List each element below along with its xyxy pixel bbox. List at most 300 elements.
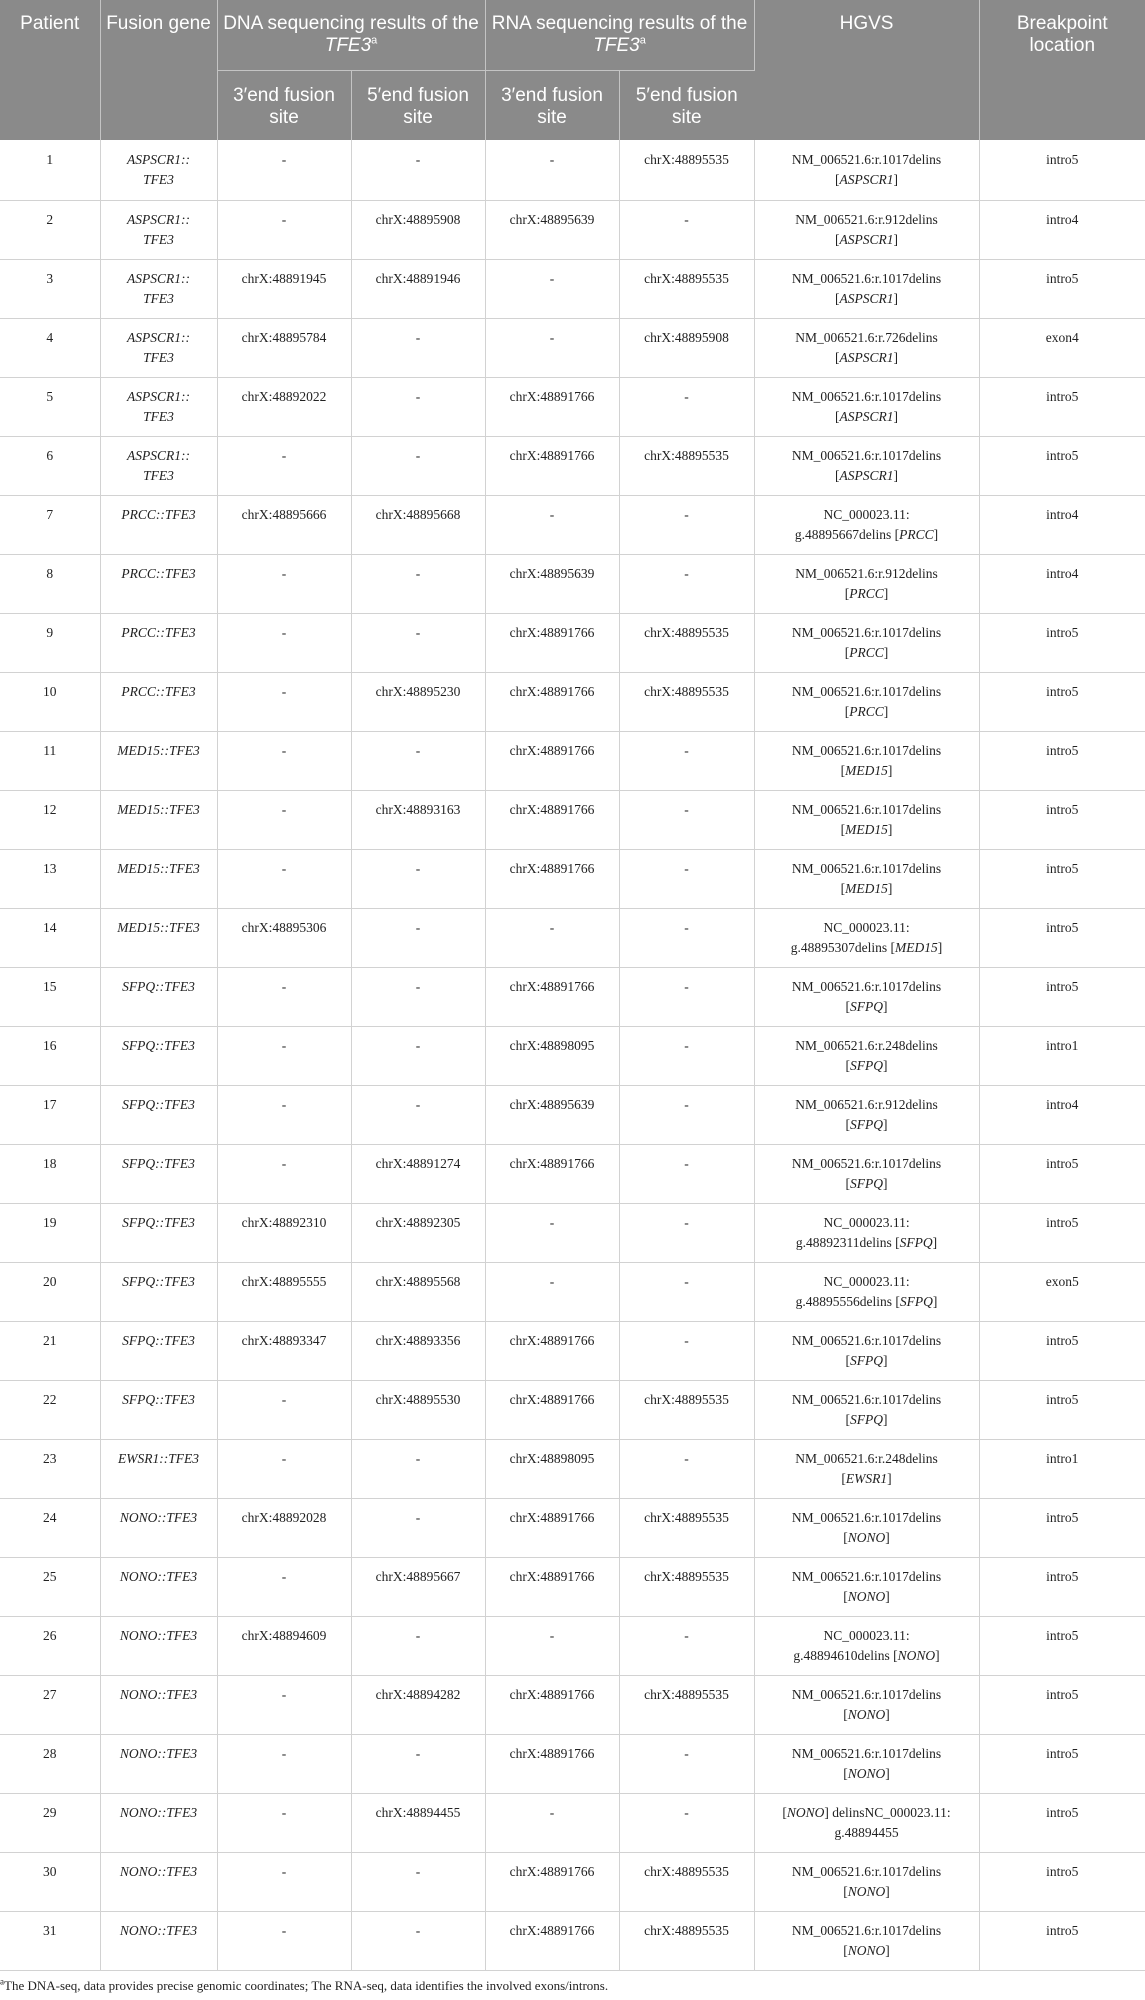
cell-patient: 29 — [0, 1793, 100, 1852]
hgvs-gene: SFPQ — [850, 1352, 884, 1368]
hgvs-line-2: [ — [835, 172, 840, 187]
hgvs-close: ] — [883, 1352, 888, 1368]
hgvs-line-2: g.48892311delins [ — [795, 1234, 900, 1250]
cell-rna-5end: chrX:48895535 — [619, 1911, 754, 1970]
cell-rna-3end: chrX:48891766 — [485, 436, 619, 495]
cell-fusion-gene — [100, 1616, 217, 1675]
cell-dna-3end: - — [217, 849, 351, 908]
cell-patient: 27 — [0, 1675, 100, 1734]
hgvs-close: ] — [887, 821, 893, 837]
cell-rna-5end: chrX:48895535 — [619, 1380, 754, 1439]
cell-dna-5end: chrX:48895908 — [351, 200, 485, 259]
hgvs-line-1: ] delinsNC_000023.11: — [824, 1804, 951, 1820]
cell-breakpoint: intro5 — [979, 1203, 1145, 1262]
cell-dna-5end: - — [351, 908, 485, 967]
hgvs-line-2: [ — [843, 1588, 848, 1604]
cell-fusion-gene — [100, 613, 217, 672]
hgvs-gene: EWSR1 — [845, 1470, 888, 1486]
cell-fusion-gene — [100, 1793, 217, 1852]
hgvs-line-1: NM_006521.6:r.912delins — [795, 565, 938, 581]
cell-fusion-gene — [100, 1262, 217, 1321]
hgvs-line-1: NM_006521.6:r.1017delins — [791, 1745, 942, 1761]
cell-breakpoint: intro5 — [979, 377, 1145, 436]
cell-dna-3end: - — [217, 967, 351, 1026]
cell-breakpoint: intro5 — [979, 1557, 1145, 1616]
table-row — [0, 1321, 1145, 1380]
cell-patient: 4 — [0, 318, 100, 377]
cell-dna-3end: chrX:48895555 — [217, 1262, 351, 1321]
cell-rna-3end: chrX:48898095 — [485, 1026, 619, 1085]
cell-fusion-gene — [100, 908, 217, 967]
cell-fusion-gene — [100, 1144, 217, 1203]
cell-rna-3end: chrX:48891766 — [485, 1498, 619, 1557]
cell-dna-5end: - — [351, 377, 485, 436]
cell-dna-3end: - — [217, 1026, 351, 1085]
cell-rna-3end: chrX:48895639 — [485, 200, 619, 259]
cell-rna-5end: - — [619, 1144, 754, 1203]
table-row — [0, 790, 1145, 849]
cell-hgvs — [754, 1852, 979, 1911]
cell-patient: 30 — [0, 1852, 100, 1911]
cell-hgvs — [754, 967, 979, 1026]
cell-dna-5end: chrX:48895568 — [351, 1262, 485, 1321]
cell-fusion-gene — [100, 1498, 217, 1557]
cell-rna-3end: chrX:48891766 — [485, 1852, 619, 1911]
cell-patient: 9 — [0, 613, 100, 672]
hgvs-gene: PRCC — [849, 585, 884, 601]
table-row — [0, 1793, 1145, 1852]
hgvs-gene: NONO — [786, 1804, 825, 1820]
hgvs-line-1: NC_000023.11: — [823, 1627, 910, 1643]
cell-dna-5end: chrX:48895668 — [351, 495, 485, 554]
cell-dna-5end: - — [351, 613, 485, 672]
cell-rna-5end: - — [619, 1793, 754, 1852]
hgvs-gene: ASPSCR1 — [839, 467, 894, 483]
hgvs-close: ] — [885, 1706, 890, 1722]
cell-dna-5end: chrX:48893356 — [351, 1321, 485, 1380]
hgvs-line-2: g.48895307delins [ — [790, 939, 896, 955]
cell-fusion-gene — [100, 259, 217, 318]
hgvs-line-2: [ — [845, 1116, 851, 1132]
table-row — [0, 495, 1145, 554]
cell-rna-3end: chrX:48891766 — [485, 967, 619, 1026]
fusion-gene-part-a: NONO::TFE3 — [119, 1863, 198, 1879]
fusion-gene-part-a: ASPSCR1:: — [127, 447, 190, 463]
table-row — [0, 554, 1145, 613]
cell-hgvs — [754, 908, 979, 967]
hgvs-gene: SFPQ — [850, 1116, 884, 1132]
fusion-gene-part-a: NONO::TFE3 — [119, 1568, 198, 1584]
table-body — [0, 140, 1145, 1970]
cell-rna-5end: - — [619, 377, 754, 436]
fusion-gene-part-a: SFPQ::TFE3 — [122, 1155, 195, 1171]
fusion-gene-part-a: SFPQ::TFE3 — [122, 1214, 195, 1230]
header-fusion-gene: Fusion gene — [100, 0, 217, 140]
cell-dna-5end: chrX:48891946 — [351, 259, 485, 318]
cell-dna-5end: - — [351, 1734, 485, 1793]
fusion-gene-part-a: ASPSCR1:: — [127, 329, 190, 345]
hgvs-gene: MED15 — [895, 939, 938, 955]
hgvs-gene: SFPQ — [850, 1175, 884, 1191]
hgvs-line-1: NM_006521.6:r.1017delins — [791, 683, 942, 699]
hgvs-close: ] — [885, 1588, 890, 1604]
header-dna-3end: 3′end fusion site — [217, 70, 351, 140]
table-row — [0, 672, 1145, 731]
fusion-gene-part-a: ASPSCR1:: — [127, 152, 190, 167]
cell-rna-5end: - — [619, 1085, 754, 1144]
cell-hgvs — [754, 1557, 979, 1616]
table-row — [0, 613, 1145, 672]
cell-rna-5end: - — [619, 554, 754, 613]
hgvs-gene: SFPQ — [850, 1057, 884, 1073]
hgvs-line-2: g.48894455 — [834, 1824, 899, 1840]
hgvs-close: ] — [932, 1234, 938, 1250]
header-rna-sequencing — [485, 0, 754, 70]
cell-dna-3end: - — [217, 1793, 351, 1852]
cell-rna-3end: - — [485, 140, 619, 200]
hgvs-line-1: NM_006521.6:r.1017delins — [791, 978, 942, 994]
cell-rna-3end: chrX:48891766 — [485, 1557, 619, 1616]
fusion-gene-part-b: TFE3 — [143, 408, 174, 424]
cell-fusion-gene — [100, 1911, 217, 1970]
header-dna-gene: TFE3 — [324, 35, 372, 56]
fusion-gene-part-a: MED15::TFE3 — [117, 860, 200, 876]
table-row — [0, 1557, 1145, 1616]
cell-breakpoint: intro5 — [979, 1675, 1145, 1734]
hgvs-gene: MED15 — [845, 880, 888, 896]
cell-rna-3end: - — [485, 1262, 619, 1321]
hgvs-line-2: [ — [843, 1706, 848, 1722]
table-row — [0, 1616, 1145, 1675]
cell-breakpoint: intro1 — [979, 1439, 1145, 1498]
hgvs-line-2: [ — [843, 1942, 848, 1958]
hgvs-close: ] — [893, 349, 899, 365]
hgvs-gene: NONO — [847, 1942, 886, 1958]
fusion-gene-part-a: SFPQ::TFE3 — [122, 1037, 195, 1053]
cell-dna-3end: - — [217, 1144, 351, 1203]
table-row — [0, 1675, 1145, 1734]
cell-patient: 25 — [0, 1557, 100, 1616]
hgvs-gene: PRCC — [899, 526, 934, 542]
cell-hgvs — [754, 731, 979, 790]
cell-fusion-gene — [100, 1321, 217, 1380]
table-row — [0, 1734, 1145, 1793]
cell-hgvs — [754, 1380, 979, 1439]
cell-dna-3end: - — [217, 140, 351, 200]
cell-fusion-gene — [100, 1734, 217, 1793]
hgvs-line-1: NM_006521.6:r.248delins — [795, 1450, 938, 1466]
hgvs-line-2: [ — [841, 1470, 846, 1486]
cell-rna-3end: chrX:48891766 — [485, 672, 619, 731]
footnote-mark: a — [0, 1976, 4, 1987]
cell-hgvs — [754, 554, 979, 613]
cell-breakpoint: intro5 — [979, 731, 1145, 790]
table-row — [0, 1498, 1145, 1557]
cell-patient: 11 — [0, 731, 100, 790]
cell-rna-3end: chrX:48891766 — [485, 731, 619, 790]
fusion-gene-part-a: PRCC::TFE3 — [121, 624, 196, 640]
hgvs-close: ] — [883, 1057, 888, 1073]
cell-dna-5end: chrX:48893163 — [351, 790, 485, 849]
table-row — [0, 731, 1145, 790]
hgvs-line-1: NM_006521.6:r.1017delins — [791, 1863, 942, 1879]
hgvs-line-1: NM_006521.6:r.726delins — [795, 329, 938, 345]
hgvs-line-2: g.48895667delins [ — [794, 526, 900, 542]
hgvs-line-1: NM_006521.6:r.1017delins — [791, 801, 942, 817]
table-row — [0, 849, 1145, 908]
fusion-gene-part-a: SFPQ::TFE3 — [122, 1332, 195, 1348]
hgvs-line-1: NM_006521.6:r.1017delins — [791, 1686, 942, 1702]
cell-dna-5end: - — [351, 1085, 485, 1144]
cell-patient: 15 — [0, 967, 100, 1026]
cell-breakpoint: intro5 — [979, 1321, 1145, 1380]
hgvs-line-1: NM_006521.6:r.1017delins — [791, 1568, 942, 1584]
hgvs-gene: NONO — [847, 1529, 886, 1545]
hgvs-gene: SFPQ — [850, 998, 884, 1014]
cell-dna-5end: - — [351, 140, 485, 200]
header-hgvs: HGVS — [754, 0, 979, 140]
table-row — [0, 1262, 1145, 1321]
cell-breakpoint: intro4 — [979, 200, 1145, 259]
hgvs-gene: PRCC — [849, 644, 884, 660]
cell-patient: 13 — [0, 849, 100, 908]
hgvs-line-1: NM_006521.6:r.1017delins — [791, 624, 942, 640]
cell-dna-3end: chrX:48895784 — [217, 318, 351, 377]
hgvs-close: ] — [932, 1293, 938, 1309]
hgvs-close: ] — [883, 998, 888, 1014]
fusion-gene-part-a: NONO::TFE3 — [119, 1627, 198, 1643]
hgvs-line-1: NM_006521.6:r.1017delins — [791, 388, 942, 404]
hgvs-gene: ASPSCR1 — [839, 349, 894, 365]
table-footnote — [0, 1977, 1145, 1995]
header-dna-text: DNA sequencing results of the — [223, 13, 479, 34]
cell-fusion-gene — [100, 790, 217, 849]
hgvs-gene: ASPSCR1 — [839, 408, 894, 424]
cell-breakpoint: intro5 — [979, 967, 1145, 1026]
table-row — [0, 1439, 1145, 1498]
cell-rna-5end: - — [619, 495, 754, 554]
cell-hgvs — [754, 1675, 979, 1734]
hgvs-close: ] — [887, 1470, 892, 1486]
fusion-gene-part-b: TFE3 — [143, 290, 174, 306]
cell-rna-5end: - — [619, 1262, 754, 1321]
table-row — [0, 1911, 1145, 1970]
cell-breakpoint: intro5 — [979, 259, 1145, 318]
cell-dna-5end: chrX:48892305 — [351, 1203, 485, 1262]
cell-dna-3end: - — [217, 672, 351, 731]
cell-dna-5end: - — [351, 1439, 485, 1498]
cell-breakpoint: intro5 — [979, 1793, 1145, 1852]
fusion-gene-part-a: SFPQ::TFE3 — [122, 978, 195, 994]
cell-patient: 22 — [0, 1380, 100, 1439]
cell-dna-5end: - — [351, 1616, 485, 1675]
hgvs-close: ] — [887, 762, 893, 778]
fusion-gene-part-a: PRCC::TFE3 — [121, 683, 196, 699]
hgvs-close: ] — [883, 1175, 888, 1191]
hgvs-close: ] — [937, 939, 943, 955]
hgvs-close: ] — [883, 585, 889, 601]
hgvs-line-2: [ — [844, 585, 850, 601]
hgvs-close: ] — [883, 644, 889, 660]
hgvs-gene: NONO — [847, 1706, 886, 1722]
header-dna-sequencing — [217, 0, 485, 70]
hgvs-close: ] — [885, 1765, 890, 1781]
hgvs-gene: NONO — [847, 1588, 886, 1604]
cell-fusion-gene — [100, 495, 217, 554]
hgvs-gene: NONO — [897, 1647, 936, 1663]
cell-hgvs — [754, 140, 979, 200]
cell-fusion-gene — [100, 436, 217, 495]
cell-dna-5end: chrX:48895230 — [351, 672, 485, 731]
cell-fusion-gene — [100, 1085, 217, 1144]
cell-dna-3end: - — [217, 790, 351, 849]
cell-patient: 8 — [0, 554, 100, 613]
header-rna-5end: 5′end fusion site — [619, 70, 754, 140]
cell-patient: 5 — [0, 377, 100, 436]
cell-rna-5end: chrX:48895535 — [619, 140, 754, 200]
cell-rna-5end: chrX:48895908 — [619, 318, 754, 377]
cell-dna-3end: - — [217, 200, 351, 259]
cell-rna-5end: - — [619, 849, 754, 908]
cell-dna-5end: chrX:48895530 — [351, 1380, 485, 1439]
cell-dna-5end: - — [351, 554, 485, 613]
cell-rna-5end: chrX:48895535 — [619, 1557, 754, 1616]
cell-rna-5end: - — [619, 1203, 754, 1262]
cell-rna-3end: chrX:48891766 — [485, 1380, 619, 1439]
table-row — [0, 1203, 1145, 1262]
cell-breakpoint: exon5 — [979, 1262, 1145, 1321]
cell-fusion-gene — [100, 1380, 217, 1439]
cell-rna-3end: chrX:48891766 — [485, 790, 619, 849]
cell-breakpoint: intro5 — [979, 908, 1145, 967]
cell-dna-3end: chrX:48892028 — [217, 1498, 351, 1557]
cell-rna-5end: chrX:48895535 — [619, 672, 754, 731]
cell-dna-5end: chrX:48895667 — [351, 1557, 485, 1616]
cell-rna-3end: chrX:48895639 — [485, 1085, 619, 1144]
table-row — [0, 1085, 1145, 1144]
hgvs-gene: MED15 — [845, 762, 888, 778]
cell-patient: 12 — [0, 790, 100, 849]
cell-dna-3end: chrX:48894609 — [217, 1616, 351, 1675]
cell-dna-3end: - — [217, 731, 351, 790]
cell-patient: 28 — [0, 1734, 100, 1793]
cell-breakpoint: intro5 — [979, 672, 1145, 731]
cell-rna-5end: - — [619, 1026, 754, 1085]
hgvs-line-1: NM_006521.6:r.1017delins — [791, 1509, 942, 1525]
cell-breakpoint: intro4 — [979, 495, 1145, 554]
cell-fusion-gene — [100, 967, 217, 1026]
fusion-gene-part-a: MED15::TFE3 — [117, 742, 200, 758]
cell-fusion-gene — [100, 554, 217, 613]
cell-breakpoint: intro5 — [979, 849, 1145, 908]
cell-rna-3end: chrX:48891766 — [485, 849, 619, 908]
cell-patient: 23 — [0, 1439, 100, 1498]
hgvs-line-2: [ — [840, 821, 846, 837]
hgvs-gene: SFPQ — [899, 1293, 933, 1309]
cell-rna-5end: - — [619, 1439, 754, 1498]
fusion-gene-part-b: TFE3 — [143, 349, 174, 365]
hgvs-line-2: [ — [843, 1529, 848, 1545]
hgvs-close: ] — [893, 467, 899, 483]
fusion-gene-part-a: SFPQ::TFE3 — [122, 1273, 195, 1289]
hgvs-line-1: NM_006521.6:r.1017delins — [791, 1922, 942, 1938]
fusion-gene-part-a: PRCC::TFE3 — [121, 565, 196, 581]
cell-fusion-gene — [100, 200, 217, 259]
cell-rna-5end: - — [619, 1616, 754, 1675]
cell-hgvs — [754, 672, 979, 731]
hgvs-line-2: [ — [844, 703, 850, 719]
cell-rna-3end: chrX:48891766 — [485, 1734, 619, 1793]
hgvs-close: ] — [935, 1647, 940, 1663]
hgvs-line-2: [ — [845, 1352, 851, 1368]
cell-rna-5end: - — [619, 908, 754, 967]
cell-rna-3end: - — [485, 1793, 619, 1852]
cell-breakpoint: intro5 — [979, 1734, 1145, 1793]
cell-dna-3end: chrX:48895666 — [217, 495, 351, 554]
cell-fusion-gene — [100, 140, 217, 200]
cell-rna-5end: chrX:48895535 — [619, 259, 754, 318]
cell-dna-3end: - — [217, 613, 351, 672]
cell-patient: 19 — [0, 1203, 100, 1262]
cell-rna-3end: - — [485, 1203, 619, 1262]
hgvs-line-2: [ — [845, 998, 851, 1014]
cell-hgvs — [754, 259, 979, 318]
hgvs-line-1: NM_006521.6:r.248delins — [795, 1037, 938, 1053]
table-row — [0, 1380, 1145, 1439]
cell-patient: 7 — [0, 495, 100, 554]
cell-dna-3end: chrX:48892310 — [217, 1203, 351, 1262]
hgvs-line-1: NM_006521.6:r.1017delins — [791, 447, 942, 463]
cell-patient: 18 — [0, 1144, 100, 1203]
fusion-gene-part-b: TFE3 — [143, 172, 174, 187]
table-row — [0, 1852, 1145, 1911]
hgvs-line-1: NC_000023.11: — [823, 919, 910, 935]
hgvs-gene: ASPSCR1 — [839, 231, 894, 247]
fusion-gene-part-b: TFE3 — [143, 231, 174, 247]
cell-patient: 16 — [0, 1026, 100, 1085]
hgvs-line-2: [ — [835, 467, 840, 483]
table-row — [0, 259, 1145, 318]
hgvs-line-2: g.48895556delins [ — [795, 1293, 900, 1309]
cell-rna-5end: - — [619, 200, 754, 259]
cell-dna-3end: - — [217, 1380, 351, 1439]
cell-dna-5end: - — [351, 318, 485, 377]
cell-patient: 24 — [0, 1498, 100, 1557]
cell-patient: 1 — [0, 140, 100, 200]
cell-breakpoint: intro4 — [979, 554, 1145, 613]
cell-dna-5end: - — [351, 1026, 485, 1085]
cell-rna-5end: - — [619, 790, 754, 849]
hgvs-line-2: [ — [845, 1057, 851, 1073]
hgvs-line-2: [ — [835, 349, 840, 365]
hgvs-gene: SFPQ — [850, 1411, 884, 1427]
cell-rna-3end: chrX:48891766 — [485, 613, 619, 672]
hgvs-prefix: [ — [782, 1804, 787, 1820]
cell-rna-5end: - — [619, 1321, 754, 1380]
hgvs-line-1: NM_006521.6:r.1017delins — [791, 1155, 942, 1171]
hgvs-gene: PRCC — [849, 703, 884, 719]
cell-dna-5end: chrX:48891274 — [351, 1144, 485, 1203]
hgvs-line-1: NM_006521.6:r.1017delins — [791, 1332, 942, 1348]
cell-dna-3end: chrX:48895306 — [217, 908, 351, 967]
fusion-gene-part-a: NONO::TFE3 — [119, 1745, 198, 1761]
hgvs-line-1: NC_000023.11: — [823, 1214, 910, 1230]
hgvs-line-2: [ — [835, 290, 840, 306]
cell-dna-5end: - — [351, 1852, 485, 1911]
cell-hgvs — [754, 1203, 979, 1262]
cell-patient: 31 — [0, 1911, 100, 1970]
cell-dna-5end: chrX:48894455 — [351, 1793, 485, 1852]
